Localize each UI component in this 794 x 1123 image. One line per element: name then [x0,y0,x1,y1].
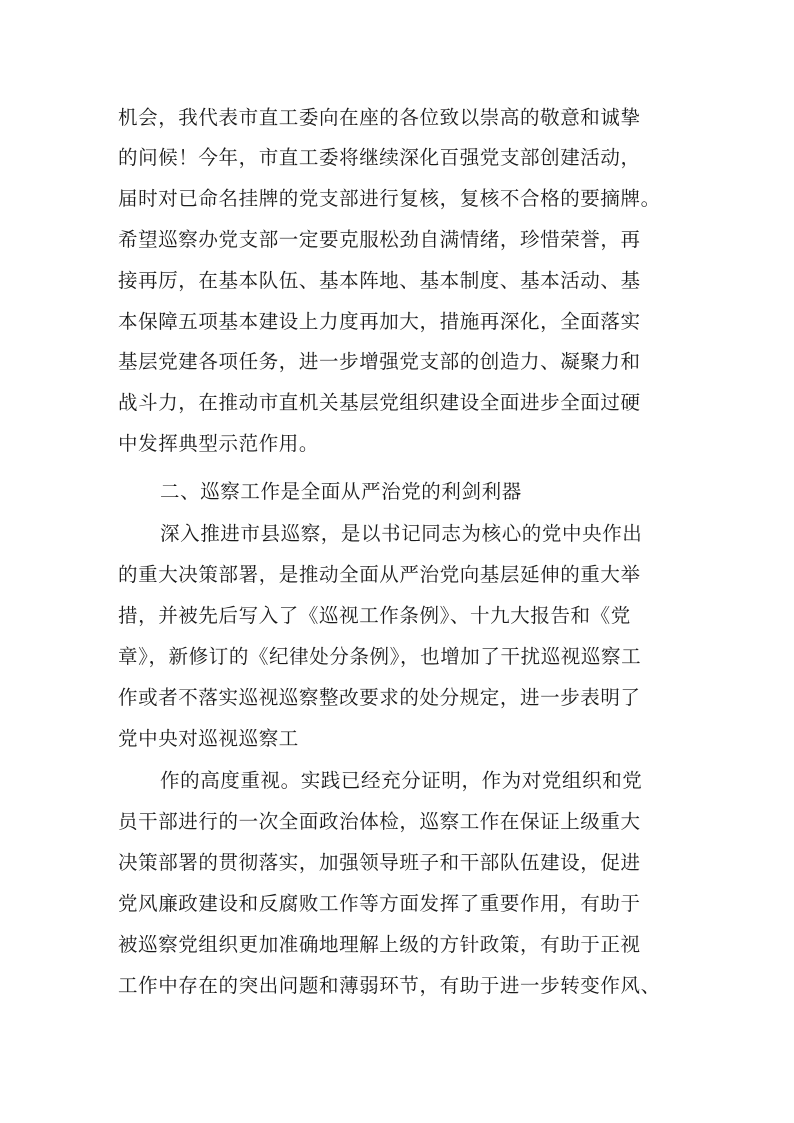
text-line: 届时对已命名挂牌的党支部进行复核，复核不合格的要摘牌。 [118,187,661,210]
text-line: 中发挥典型示范作用。 [118,432,320,455]
text-line: 党中央对巡视巡察工 [118,727,299,750]
text-line: 本保障五项基本建设上力度再加大，措施再深化，全面落实 [118,310,641,333]
section-heading: 二、巡察工作是全面从严治党的利剑利器 [160,480,522,503]
text-line: 作的高度重视。实践已经充分证明，作为对党组织和党 [160,769,643,792]
text-line: 决策部署的贯彻落实，加强领导班子和干部队伍建设，促进 [118,851,641,874]
text-line: 希望巡察办党支部一定要克服松劲自满情绪，珍惜荣誉，再 [118,228,641,251]
text-line: 的问候！今年，市直工委将继续深化百强党支部创建活动， [118,146,641,169]
text-line: 作或者不落实巡视巡察整改要求的处分规定，进一步表明了 [118,686,641,709]
text-line: 措，并被先后写入了《巡视工作条例》、十九大报告和《党 [118,604,631,627]
text-line: 战斗力，在推动市直机关基层党组织建设全面进步全面过硬 [118,391,641,414]
text-line: 深入推进市县巡察，是以书记同志为核心的党中央作出 [160,522,643,545]
text-line: 的重大决策部署，是推动全面从严治党向基层延伸的重大举 [118,563,641,586]
text-line: 党风廉政建设和反腐败工作等方面发挥了重要作用，有助于 [118,892,641,915]
text-line: 接再厉，在基本队伍、基本阵地、基本制度、基本活动、基 [118,269,641,292]
text-line: 基层党建各项任务，进一步增强党支部的创造力、凝聚力和 [118,350,641,373]
text-line: 章》，新修订的《纪律处分条例》，也增加了干扰巡视巡察工 [118,645,642,668]
text-line: 员干部进行的一次全面政治体检，巡察工作在保证上级重大 [118,810,641,833]
text-line: 机会，我代表市直工委向在座的各位致以崇高的敬意和诚挚 [118,106,641,129]
text-line: 被巡察党组织更加准确地理解上级的方针政策，有助于正视 [118,933,641,956]
text-line: 工作中存在的突出问题和薄弱环节，有助于进一步转变作风、 [118,974,661,997]
